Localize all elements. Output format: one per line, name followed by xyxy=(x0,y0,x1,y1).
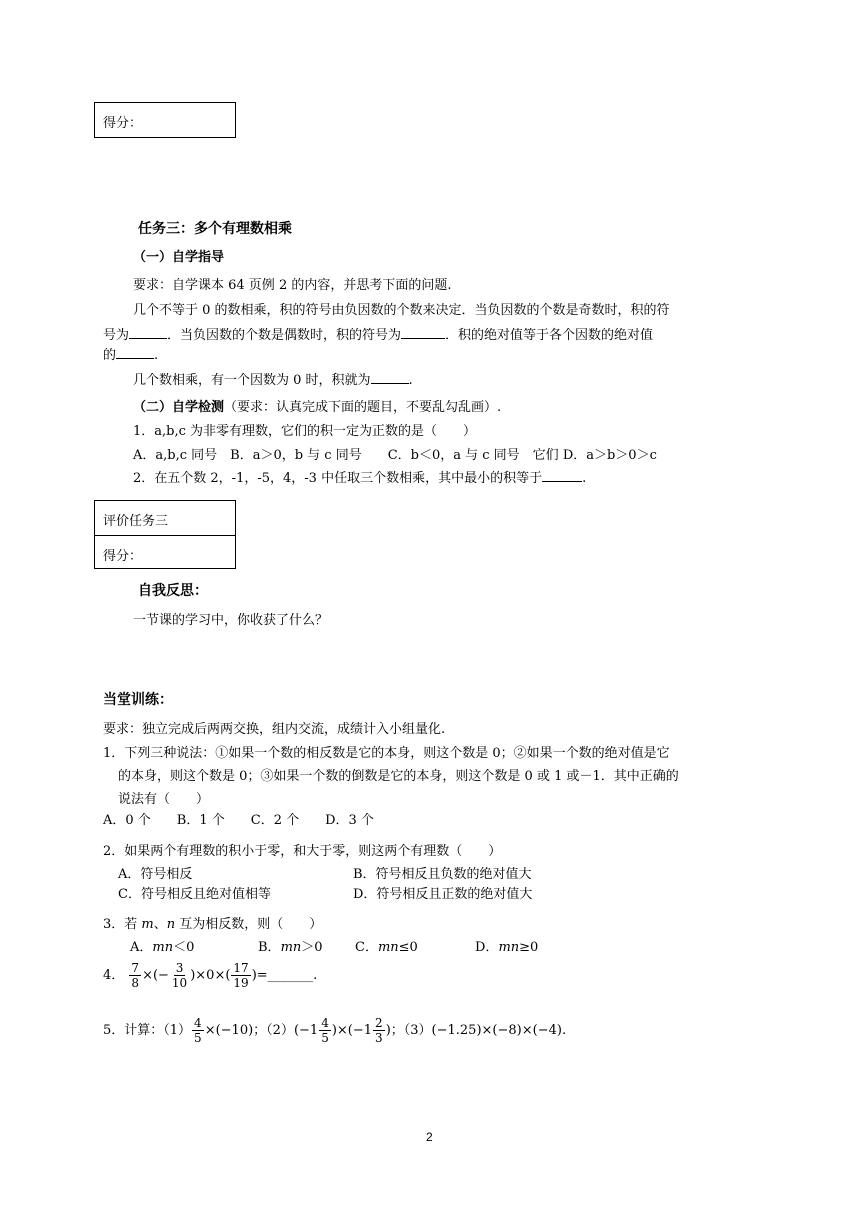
q4-fraction-2 xyxy=(170,961,189,990)
training-q1-line2: 的本身，则这个数是 0；③如果一个数的倒数是它的本身，则这个数是 0 或 1 或－1．其中正确的 xyxy=(118,769,679,784)
q2-text: . xyxy=(582,471,587,486)
reflection-question: 一节课的学习中，你收获了什么？ xyxy=(133,613,329,628)
q5-fraction-3 xyxy=(373,1016,385,1045)
q4-fraction-3 xyxy=(231,961,250,990)
fraction-denominator: 8 xyxy=(131,976,140,990)
training-q2-option-c: C．符号相反且绝对值相等 xyxy=(118,887,271,902)
para1-text: 号为 xyxy=(103,328,130,343)
q5-expr-3: (−1.25)×(−8)×(−4) xyxy=(431,1023,562,1038)
q3-text: 3．若 xyxy=(103,917,142,932)
option-expr: mn xyxy=(377,940,399,955)
q4-text: ×(− xyxy=(142,968,169,983)
blank-abs-product[interactable] xyxy=(116,345,154,359)
blank-zero-product[interactable] xyxy=(371,370,409,384)
q5-separator: ；（3） xyxy=(390,1023,432,1038)
fraction-denominator: 19 xyxy=(233,976,249,990)
score-label: 得分： xyxy=(103,116,143,131)
task3-part1-heading: （一）自学指导 xyxy=(133,250,225,265)
score-box-top xyxy=(94,102,236,138)
training-q4 xyxy=(103,958,317,994)
training-q1-options: A．0 个 B．1 个 C．2 个 D．3 个 xyxy=(103,813,374,828)
option-letter: D． xyxy=(475,940,499,955)
q5-expr-2a: (−1 xyxy=(293,1023,319,1038)
task3-q1: 1．a,b,c 为非零有理数，它们的积一定为正数的是（ ） xyxy=(133,424,477,439)
fraction-denominator: 5 xyxy=(321,1031,329,1045)
training-q2: 2．如果两个有理数的积小于零，和大于零，则这两个有理数（ ） xyxy=(103,844,502,859)
option-relation: ≤0 xyxy=(398,940,418,955)
training-q5 xyxy=(103,1013,566,1049)
training-q3 xyxy=(103,913,322,932)
eval-box xyxy=(94,500,236,569)
option-expr: mn xyxy=(152,940,174,955)
task3-q1-options: A．a,b,c 同号 B．a＞0，b 与 c 同号 C．b＜0，a 与 c 同号 它们 D．a＞b＞0＞c xyxy=(133,448,657,463)
q4-fraction-1 xyxy=(129,961,141,990)
option-expr: mn xyxy=(280,940,302,955)
fraction-numerator: 2 xyxy=(375,1016,383,1030)
q4-label: 4． xyxy=(103,968,125,983)
task3-para2 xyxy=(133,369,413,388)
para2-text: . xyxy=(408,373,413,388)
q5-expr-1: ×(−10) xyxy=(204,1023,254,1038)
part2-heading: （二）自学检测 xyxy=(133,400,225,415)
task3-q2 xyxy=(133,467,586,486)
blank-odd-sign[interactable] xyxy=(129,325,167,339)
training-requirement: 要求：独立完成后两两交换，组内交流，成绩计入小组量化. xyxy=(103,722,446,737)
eval-title: 评价任务三 xyxy=(103,514,169,529)
para1-text: ．当负因数的个数是偶数时，积的符号为 xyxy=(167,328,402,343)
training-q2-option-d: D．符号相反且正数的绝对值大 xyxy=(353,887,533,902)
part2-requirement: （要求：认真完成下面的题目，不要乱勾乱画）. xyxy=(224,400,502,415)
fraction-denominator: 10 xyxy=(171,976,188,990)
training-title: 当堂训练： xyxy=(103,692,173,708)
q2-text: 2．在五个数 2，-1，-5，4，-3 中任取三个数相乘，其中最小的积等于 xyxy=(133,471,543,486)
blank-even-sign[interactable] xyxy=(401,325,445,339)
q5-separator: ；（2） xyxy=(253,1023,294,1038)
q5-fraction-1 xyxy=(192,1016,204,1045)
option-letter: A． xyxy=(130,940,153,955)
task3-para1-line3 xyxy=(103,344,158,363)
training-q2-option-a: A．符号相反 xyxy=(118,867,193,882)
task3-para1-line1: 几个不等于 0 的数相乘，积的符号由负因数的个数来决定．当负因数的个数是奇数时，积的符 xyxy=(133,303,670,318)
training-q3-option-d xyxy=(475,936,538,955)
q4-answer-blank[interactable]: )=_______. xyxy=(251,968,318,983)
option-letter: C． xyxy=(355,940,378,955)
q3-text: 互为相反数，则（ ） xyxy=(175,917,323,932)
q5-expr-2b: )×(−1 xyxy=(331,1023,373,1038)
fraction-numerator: 3 xyxy=(175,961,184,975)
task3-para1-line2 xyxy=(103,324,653,343)
para1-text: ．积的绝对值等于各个因数的绝对值 xyxy=(445,328,654,343)
q3-var-m: m xyxy=(141,917,154,932)
q5-expr-2c: ) xyxy=(385,1023,391,1038)
para2-text: 几个数相乘，有一个因数为 0 时，积就为 xyxy=(133,373,371,388)
training-q3-option-b xyxy=(258,936,323,955)
task3-title: 任务三：多个有理数相乘 xyxy=(138,221,292,237)
reflection-title: 自我反思： xyxy=(138,583,208,599)
task3-requirement: 要求：自学课本 64 页例 2 的内容，并思考下面的问题. xyxy=(133,278,452,293)
option-relation: ＜0 xyxy=(173,940,195,955)
training-q1-line3: 说法有（ ） xyxy=(118,792,210,807)
option-expr: mn xyxy=(498,940,520,955)
q3-text: 、 xyxy=(153,917,167,932)
task3-part2 xyxy=(133,396,501,415)
option-relation: ＞0 xyxy=(301,940,323,955)
q5-fraction-2 xyxy=(319,1016,331,1045)
q4-text: )×0×( xyxy=(190,968,231,983)
q3-var-n: n xyxy=(166,917,176,932)
para1-text: . xyxy=(154,348,159,363)
fraction-numerator: 17 xyxy=(233,961,249,975)
option-letter: B． xyxy=(258,940,281,955)
option-relation: ≥0 xyxy=(519,940,539,955)
page-number: 2 xyxy=(426,1130,433,1144)
training-q2-option-b: B．符号相反且负数的绝对值大 xyxy=(353,867,532,882)
blank-min-product[interactable] xyxy=(542,468,582,482)
fraction-denominator: 5 xyxy=(194,1031,202,1045)
training-q1-line1: 1．下列三种说法：①如果一个数的相反数是它的本身，则这个数是 0；②如果一个数的绝对值是它 xyxy=(103,746,670,761)
training-q3-option-c xyxy=(355,936,418,955)
fraction-denominator: 3 xyxy=(375,1031,383,1045)
para1-text: 的 xyxy=(103,348,117,363)
eval-score: 得分： xyxy=(95,535,235,569)
q5-label: 5．计算：（1） xyxy=(103,1023,192,1038)
fraction-numerator: 4 xyxy=(194,1016,202,1030)
fraction-numerator: 7 xyxy=(131,961,140,975)
fraction-numerator: 4 xyxy=(321,1016,329,1030)
q5-end: . xyxy=(561,1023,567,1038)
training-q3-option-a xyxy=(130,936,194,955)
